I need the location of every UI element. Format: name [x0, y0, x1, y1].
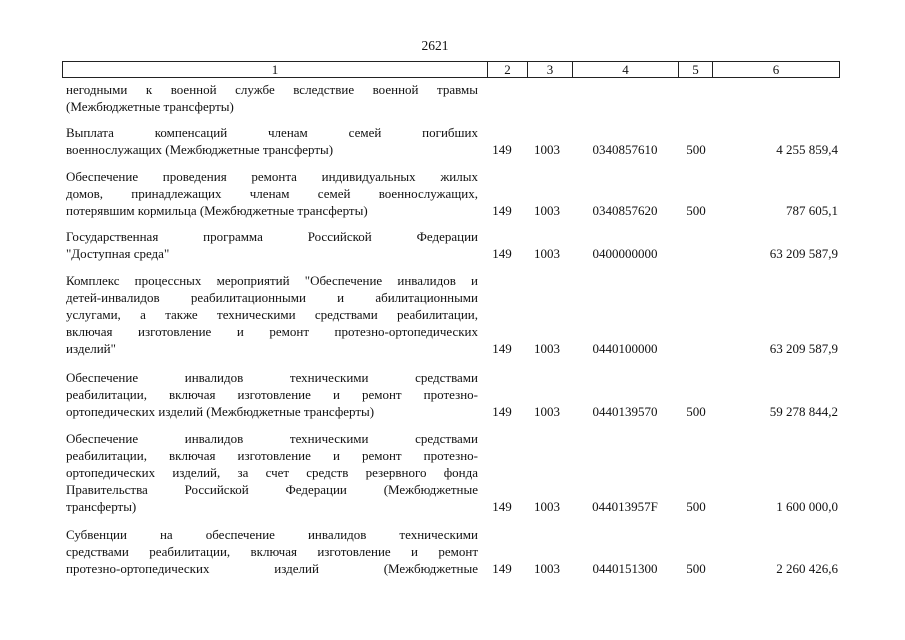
description-line: Обеспечение инвалидов техническими средствами [66, 431, 478, 446]
section-code: 1003 [534, 203, 560, 218]
description-line: (Межбюджетные трансферты) [66, 99, 234, 114]
description-line: Обеспечение проведения ремонта индивидуальных жилых [66, 169, 478, 184]
section-code: 1003 [534, 499, 560, 514]
expense-type-code: 500 [686, 142, 706, 157]
amount: 63 209 587,9 [769, 341, 838, 356]
description-line: реабилитации, включая изготовление и ремонт протезно- [66, 448, 478, 463]
table-header [62, 61, 840, 78]
expense-type-code: 500 [686, 404, 706, 419]
row-description [66, 124, 478, 158]
section-code: 1003 [534, 341, 560, 356]
description-line: Комплекс процессных мероприятий "Обеспечение инвалидов и [66, 273, 478, 288]
row-description [66, 228, 478, 262]
description-line: ортопедических изделий (Межбюджетные трансферты) [66, 404, 375, 419]
description-line: изделий" [66, 341, 116, 356]
target-article-code: 0340857610 [592, 142, 658, 157]
description-line: Выплата компенсаций членам семей погибших [66, 125, 478, 140]
row-description [66, 369, 478, 420]
amount: 1 600 000,0 [776, 499, 838, 514]
admin-code: 149 [492, 341, 512, 356]
admin-code: 149 [492, 499, 512, 514]
description-line: Правительства Российской Федерации (Межбюджетные [66, 482, 478, 497]
admin-code: 149 [492, 142, 512, 157]
amount: 59 278 844,2 [769, 404, 838, 419]
description-line: Государственная программа Российской Федерации [66, 229, 478, 244]
admin-code: 149 [492, 404, 512, 419]
description-line: услугами, а также техническими средствами реабилитации, [66, 307, 478, 322]
target-article-code: 0400000000 [592, 246, 658, 261]
description-line: негодными к военной службе вследствие военной травмы [66, 82, 478, 97]
description-line: протезно-ортопедических изделий (Межбюджетные [66, 561, 478, 576]
description-line: Обеспечение инвалидов техническими средствами [66, 370, 478, 385]
amount: 63 209 587,9 [769, 246, 838, 261]
description-line: средствами реабилитации, включая изготовление и ремонт [66, 544, 478, 559]
row-description [66, 168, 478, 219]
section-code: 1003 [534, 246, 560, 261]
description-line: потерявшим кормильца (Межбюджетные трансферты) [66, 203, 368, 218]
description-line: реабилитации, включая изготовление и ремонт протезно- [66, 387, 478, 402]
header-col-3: 3 [527, 62, 572, 77]
row-description [66, 526, 478, 577]
admin-code: 149 [492, 561, 512, 576]
section-code: 1003 [534, 404, 560, 419]
description-line: Субвенции на обеспечение инвалидов техническими [66, 527, 478, 542]
header-col-1: 1 [271, 62, 279, 77]
target-article-code: 0440100000 [592, 341, 658, 356]
description-line: "Доступная среда" [66, 246, 170, 261]
description-line: домов, принадлежащих членам семей военнослужащих, [66, 186, 478, 201]
page-number: 2621 [421, 38, 449, 53]
description-line: трансферты) [66, 499, 137, 514]
target-article-code: 044013957F [592, 499, 658, 514]
target-article-code: 0440151300 [592, 561, 658, 576]
expense-type-code: 500 [686, 561, 706, 576]
description-line: включая изготовление и ремонт протезно-ортопедических [66, 324, 478, 339]
amount: 4 255 859,4 [776, 142, 838, 157]
header-col-5: 5 [678, 62, 712, 77]
description-line: ортопедических изделий, за счет средств резервного фонда [66, 465, 478, 480]
admin-code: 149 [492, 246, 512, 261]
target-article-code: 0440139570 [592, 404, 658, 419]
header-col-4: 4 [572, 62, 678, 77]
expense-type-code: 500 [686, 203, 706, 218]
row-description [66, 81, 478, 115]
section-code: 1003 [534, 142, 560, 157]
target-article-code: 0340857620 [592, 203, 658, 218]
row-description [66, 430, 478, 515]
description-line: детей-инвалидов реабилитационными и абилитационными [66, 290, 478, 305]
amount: 787 605,1 [786, 203, 838, 218]
header-col-2: 2 [487, 62, 527, 77]
expense-type-code: 500 [686, 499, 706, 514]
amount: 2 260 426,6 [776, 561, 838, 576]
section-code: 1003 [534, 561, 560, 576]
header-col-6: 6 [712, 62, 839, 77]
admin-code: 149 [492, 203, 512, 218]
description-line: военнослужащих (Межбюджетные трансферты) [66, 142, 334, 157]
row-description [66, 272, 478, 357]
